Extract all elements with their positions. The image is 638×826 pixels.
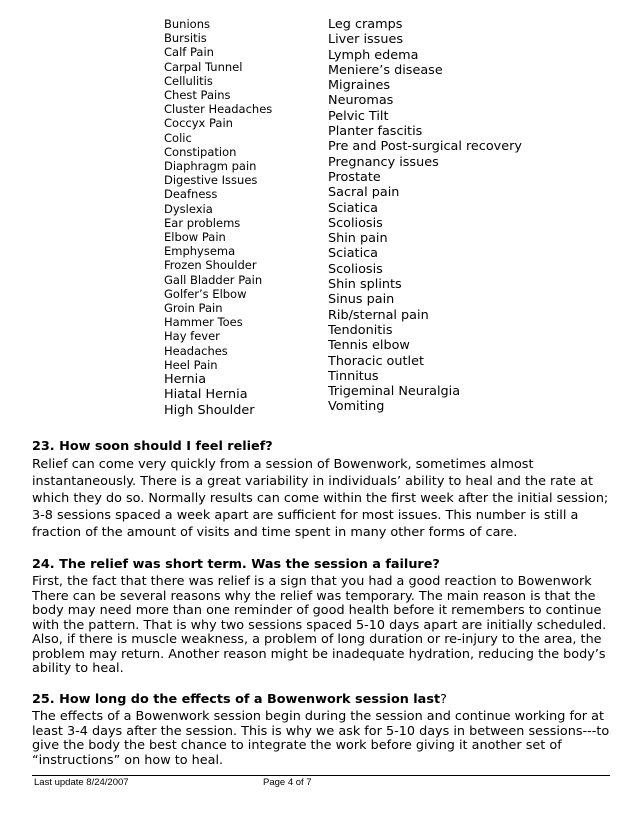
- list-item: Deafness: [164, 187, 218, 202]
- list-item: Scoliosis: [328, 261, 383, 277]
- list-item: Bursitis: [164, 31, 207, 46]
- list-item: Frozen Shoulder: [164, 258, 257, 273]
- faq-answer: Relief can come very quickly from a session of Bowenwork, sometimes almost instantaneously. There is a great variability in individuals’ ability to heal and the rate at which they do so. Normally results can come within the first week after the initial session; 3-8 sessions spaced a week apart are sufficient for most issues. This number is still a fraction of the amount of visits and time spent in many other forms of care.: [32, 457, 609, 541]
- list-item: Sciatica: [328, 246, 379, 262]
- list-item: Tendonitis: [328, 322, 393, 338]
- list-item: Shin splints: [328, 277, 402, 293]
- faq-question: [32, 439, 610, 455]
- list-item: Cluster Headaches: [164, 102, 273, 117]
- faq-question-text: 23. How soon should I feel relief?: [32, 439, 273, 454]
- list-item: Coccyx Pain: [164, 116, 233, 131]
- list-item: Sciatica: [328, 200, 379, 216]
- list-item: Heel Pain: [164, 357, 218, 372]
- list-item: Ear problems: [164, 215, 241, 230]
- faq-question: [32, 557, 610, 573]
- list-item: Scoliosis: [328, 215, 383, 231]
- conditions-list-right: [328, 17, 522, 415]
- list-item: Shin pain: [328, 231, 388, 247]
- list-item: Tennis elbow: [328, 338, 410, 354]
- list-item: Planter fascitis: [328, 124, 423, 140]
- list-item: Dyslexia: [164, 201, 213, 216]
- list-item: Trigeminal Neuralgia: [328, 384, 461, 400]
- list-item: Digestive Issues: [164, 173, 258, 188]
- faq-item-25: [32, 692, 610, 768]
- list-item: High Shoulder: [164, 402, 255, 418]
- list-item: Diaphragm pain: [164, 159, 257, 174]
- list-item: Cellulitis: [164, 73, 213, 88]
- list-item: Thoracic outlet: [328, 353, 424, 369]
- list-item: Hay fever: [164, 329, 220, 344]
- list-item: Pregnancy issues: [328, 154, 439, 170]
- faq-answer: First, the fact that there was relief is a sign that you had a good reaction to Bowenwork There can be several reasons why the relief was temporary. The main reason is that the body may need more than one reminder of good health before it remembers to continue with the pattern. That is why two sessions spaced 5-10 days apart are initially scheduled. Also, if there is muscle weakness, a problem of long duration or re-injury to the area, the problem may return. Another reason might be inadequate hydration, reducing the body’s ability to heal.: [32, 574, 607, 676]
- list-item: Headaches: [164, 343, 228, 358]
- list-item: Calf Pain: [164, 45, 214, 60]
- faq-question-text: 25. How long do the effects of a Bowenwork session last: [32, 692, 441, 707]
- list-item: Vomiting: [328, 399, 385, 415]
- faq-question-suffix: ?: [440, 692, 447, 707]
- list-item: Neuromas: [328, 93, 394, 109]
- faq-question: [32, 692, 610, 708]
- list-item: Meniere’s disease: [328, 62, 443, 78]
- conditions-list-left: [164, 17, 272, 418]
- faq-item-24: [32, 557, 610, 677]
- list-item: Chest Pains: [164, 88, 231, 103]
- list-item: Bunions: [164, 17, 210, 31]
- faq-answer: The effects of a Bowenwork session begin during the session and continue working for at least 3-4 days after the session. This is why we ask for 5-10 days in between sessions---to give the body the best chance to integrate the work before giving it another set of “instructions” on how to heal.: [32, 709, 610, 768]
- list-item: Prostate: [328, 169, 381, 185]
- list-item: Colic: [164, 130, 192, 145]
- list-item: Rib/sternal pain: [328, 307, 429, 323]
- list-item: Liver issues: [328, 32, 404, 48]
- list-item: Sacral pain: [328, 185, 400, 201]
- list-item: Hiatal Hernia: [164, 387, 248, 403]
- faq-item-23: [32, 439, 610, 541]
- list-item: Lymph edema: [328, 47, 419, 63]
- list-item: Groin Pain: [164, 301, 223, 316]
- footer-last-update: Last update 8/24/2007: [34, 777, 129, 788]
- list-item: Emphysema: [164, 244, 236, 259]
- list-item: Migraines: [328, 78, 391, 94]
- list-item: Constipation: [164, 144, 237, 159]
- list-item: Sinus pain: [328, 292, 395, 308]
- footer-divider: [32, 775, 610, 776]
- list-item: Pre and Post-surgical recovery: [328, 139, 522, 155]
- list-item: Leg cramps: [328, 17, 403, 32]
- faq-question-text: 24. The relief was short term. Was the session a failure?: [32, 557, 440, 572]
- list-item: Elbow Pain: [164, 230, 226, 245]
- list-item: Pelvic Tilt: [328, 108, 389, 124]
- list-item: Hammer Toes: [164, 315, 243, 330]
- list-item: Tinnitus: [328, 368, 379, 384]
- list-item: Carpal Tunnel: [164, 59, 243, 74]
- list-item: Hernia: [164, 372, 207, 388]
- footer-page-number: Page 4 of 7: [263, 777, 312, 788]
- list-item: Gall Bladder Pain: [164, 272, 263, 287]
- list-item: Golfer’s Elbow: [164, 286, 247, 301]
